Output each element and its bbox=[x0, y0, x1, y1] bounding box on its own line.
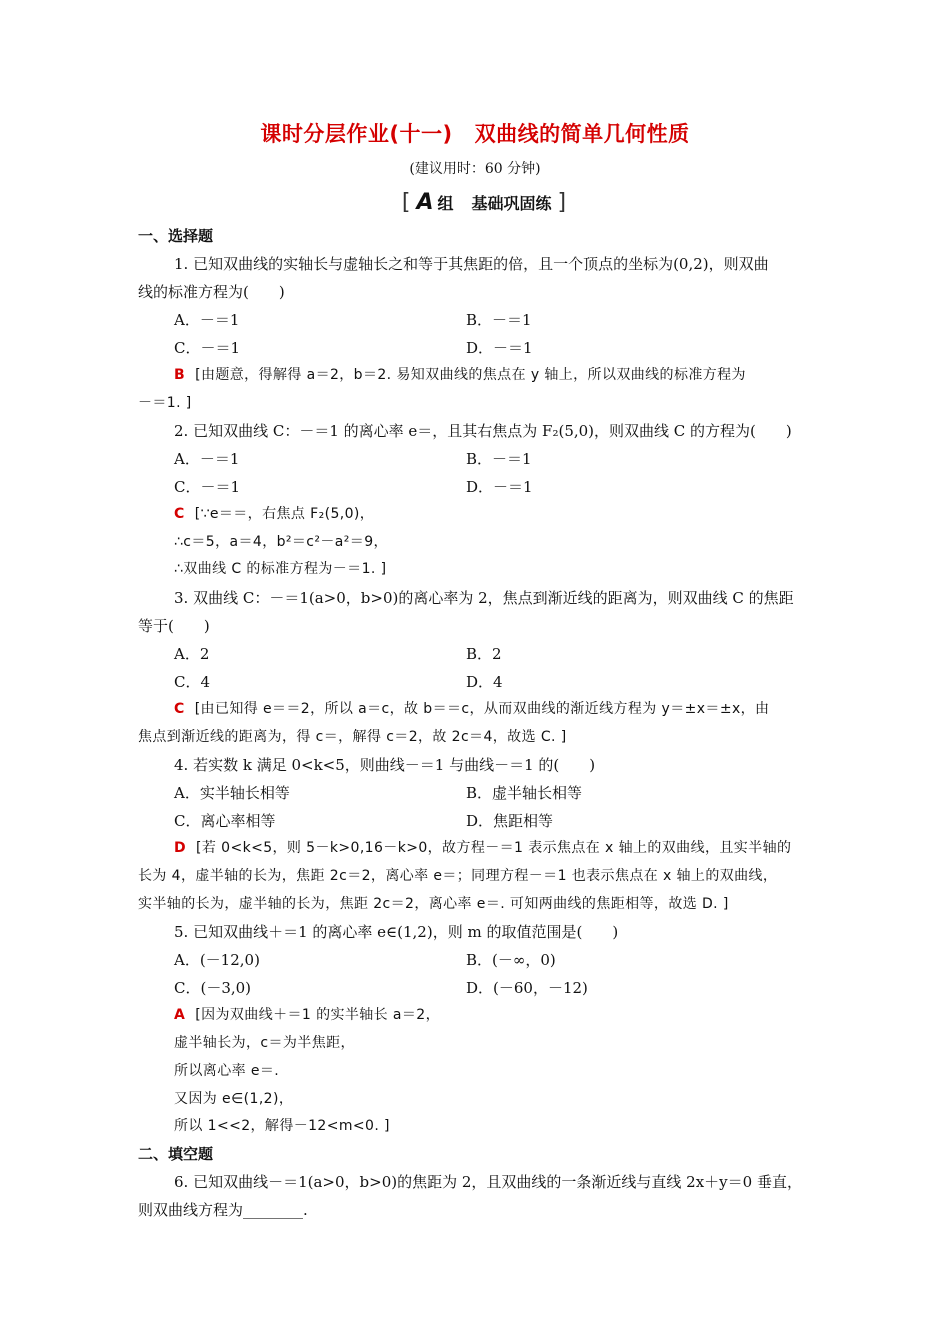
q2-option-d: D．－＝1 bbox=[466, 478, 533, 496]
title-part2: 双曲线的简单几何性质 bbox=[474, 122, 690, 146]
group-letter: A bbox=[416, 189, 434, 215]
q5-answer-letter: A bbox=[174, 1007, 186, 1023]
suggested-time: (建议用时：60 分钟) bbox=[409, 161, 541, 177]
q5-solution bbox=[174, 1005, 850, 1025]
q3-option-b: B．2 bbox=[466, 645, 502, 663]
q3-answer-letter: C bbox=[174, 701, 185, 717]
q2-solution-text: [∵e＝＝，右焦点 F₂(5,0)， bbox=[194, 506, 375, 522]
q3-solution-cont: 焦点到渐近线的距离为，得 c＝，解得 c＝2，故 2c＝4，故选 C. ] bbox=[138, 729, 567, 745]
q4-option-d: D．焦距相等 bbox=[466, 812, 554, 830]
q1-option-a: A．－＝1 bbox=[174, 311, 240, 329]
question-4-stem: 4. 若实数 k 满足 0<k<5，则曲线－＝1 与曲线－＝1 的( ) bbox=[174, 756, 596, 774]
group-a-heading bbox=[378, 186, 590, 218]
q4-answer-letter: D bbox=[174, 840, 187, 856]
q4-solution bbox=[174, 838, 850, 858]
q5-option-c: C．(－3,0) bbox=[174, 979, 252, 997]
q5-solution-line3: 所以离心率 e＝. bbox=[174, 1063, 280, 1079]
q4-solution-line3: 实半轴的长为，虚半轴的长为，焦距 2c＝2，离心率 e＝. 可知两曲线的焦距相等，故选 D. ] bbox=[138, 896, 729, 912]
section-choice: 一、选择题 bbox=[138, 227, 214, 245]
page-title bbox=[0, 118, 950, 148]
group-zu: 组 bbox=[437, 193, 454, 213]
q1-option-b: B．－＝1 bbox=[466, 311, 532, 329]
q5-solution-text: [因为双曲线＋＝1 的实半轴长 a＝2， bbox=[195, 1007, 441, 1023]
q4-solution-line2: 长为 4，虚半轴的长为，焦距 2c＝2，离心率 e＝；同理方程－＝1 也表示焦点在 x 轴上的双曲线， bbox=[138, 868, 778, 884]
question-3-stem-cont: 等于( ) bbox=[138, 617, 210, 635]
q5-solution-line5: 所以 1<<2，解得－12<m<0. ] bbox=[174, 1118, 390, 1134]
question-1-stem: 1. 已知双曲线的实轴长与虚轴长之和等于其焦距的倍，且一个顶点的坐标为(0,2)，则双曲 bbox=[174, 255, 769, 273]
q2-answer-letter: C bbox=[174, 506, 185, 522]
q5-option-b: B．(－∞，0) bbox=[466, 951, 556, 969]
q5-option-d: D．(－60，－12) bbox=[466, 979, 588, 997]
q2-option-b: B．－＝1 bbox=[466, 450, 532, 468]
q2-option-c: C．－＝1 bbox=[174, 478, 241, 496]
q5-option-a: A．(－12,0) bbox=[174, 951, 260, 969]
q1-option-c: C．－＝1 bbox=[174, 339, 241, 357]
question-1-stem-cont: 线的标准方程为( ) bbox=[138, 283, 285, 301]
q4-option-b: B．虚半轴长相等 bbox=[466, 784, 583, 802]
left-bracket-icon: [ bbox=[401, 189, 411, 215]
q4-solution-text: [若 0<k<5，则 5－k>0,16－k>0，故方程－＝1 表示焦点在 x 轴上的双曲线，且实半轴的 bbox=[196, 840, 792, 856]
question-6-stem: 6. 已知双曲线－＝1(a>0，b>0)的焦距为 2，且双曲线的一条渐近线与直线 2x＋y＝0 垂直， bbox=[174, 1173, 802, 1191]
section-fill: 二、填空题 bbox=[138, 1145, 214, 1163]
q1-option-d: D．－＝1 bbox=[466, 339, 533, 357]
q1-solution-text: [由题意，得解得 a＝2，b＝2. 易知双曲线的焦点在 y 轴上，所以双曲线的标准方程为 bbox=[195, 367, 746, 383]
right-bracket-icon: ] bbox=[557, 189, 567, 215]
q3-solution bbox=[174, 699, 850, 719]
q4-option-a: A．实半轴长相等 bbox=[174, 784, 290, 802]
q3-option-c: C．4 bbox=[174, 673, 211, 691]
q1-solution-cont: －＝1. ] bbox=[138, 395, 192, 411]
q5-solution-line4: 又因为 e∈(1,2)， bbox=[174, 1091, 294, 1107]
question-3-stem: 3. 双曲线 C：－＝1(a>0，b>0)的离心率为 2，焦点到渐近线的距离为，则双曲线 C 的焦距 bbox=[174, 589, 794, 607]
q1-solution bbox=[174, 365, 850, 385]
question-5-stem: 5. 已知双曲线＋＝1 的离心率 e∈(1,2)，则 m 的取值范围是( ) bbox=[174, 923, 619, 941]
title-part1: 课时分层作业(十一) bbox=[260, 122, 453, 146]
q1-answer-letter: B bbox=[174, 367, 186, 383]
q4-option-c: C．离心率相等 bbox=[174, 812, 276, 830]
group-title: 基础巩固练 bbox=[471, 193, 552, 213]
q5-solution-line2: 虚半轴长为，c＝为半焦距， bbox=[174, 1035, 355, 1051]
q3-option-d: D．4 bbox=[466, 673, 503, 691]
q2-solution-line2: ∴c＝5，a＝4，b²＝c²－a²＝9， bbox=[174, 534, 388, 550]
q3-solution-text: [由已知得 e＝＝2，所以 a＝c，故 b＝＝c，从而双曲线的渐近线方程为 y＝±x＝±x，由 bbox=[194, 701, 770, 717]
question-6-stem-cont: 则双曲线方程为________. bbox=[138, 1201, 308, 1219]
q2-solution bbox=[174, 504, 850, 524]
q2-option-a: A．－＝1 bbox=[174, 450, 240, 468]
q3-option-a: A．2 bbox=[174, 645, 210, 663]
q2-solution-line3: ∴双曲线 C 的标准方程为－＝1. ] bbox=[174, 561, 387, 577]
question-2-stem: 2. 已知双曲线 C：－＝1 的离心率 e＝，且其右焦点为 F₂(5,0)，则双曲线 C 的方程为( ) bbox=[174, 422, 792, 440]
